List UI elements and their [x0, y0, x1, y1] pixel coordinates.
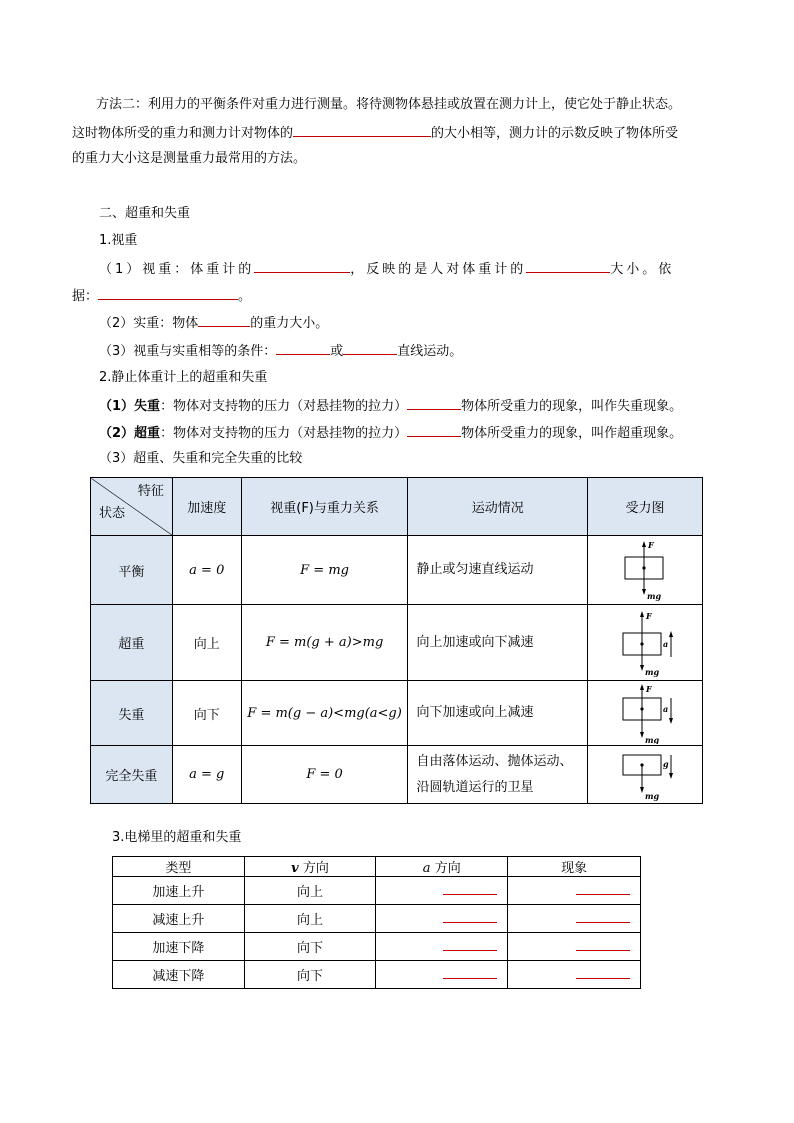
- item-text: 。: [238, 289, 252, 304]
- accel-label: a: [663, 638, 669, 649]
- type-cell: 加速下降: [113, 933, 245, 961]
- item-text: （1）视重：体重计的: [99, 262, 255, 277]
- fill-blank[interactable]: [576, 910, 630, 923]
- corner-cell: [91, 478, 173, 536]
- fill-blank[interactable]: [98, 285, 238, 300]
- item-number: （1）: [99, 399, 135, 414]
- a-cell: [376, 905, 508, 933]
- table-row: [91, 746, 703, 804]
- header-text: 方向: [298, 861, 329, 876]
- v-cell: 向下: [244, 961, 376, 989]
- item-text: 直线运动。: [397, 344, 463, 359]
- fill-blank[interactable]: [276, 340, 330, 355]
- force-diagram-complete: [613, 749, 677, 801]
- intro-text: 的大小相等，测力计的示数反映了物体所受: [431, 126, 679, 141]
- item-text: 或: [330, 344, 344, 359]
- relation-cell: F = m(g + a)>mg: [241, 605, 408, 681]
- accel-label: g: [663, 758, 669, 769]
- term-weightlessness: 失重: [134, 399, 161, 414]
- item-equal-condition: [99, 340, 462, 362]
- force-diagram-balance: [615, 539, 675, 601]
- force-label: F: [648, 540, 654, 550]
- force-label: F: [646, 684, 652, 694]
- intro-line-3: 的重力大小这是测量重力最常用的方法。: [72, 151, 307, 166]
- weight-label: mg: [645, 735, 660, 744]
- section-heading: 二、超重和失重: [99, 206, 191, 221]
- force-diagram-overweight: [613, 609, 677, 677]
- item-apparent-weight-cont: [72, 285, 251, 307]
- table-row: [113, 905, 641, 933]
- weight-label: mg: [647, 591, 662, 601]
- accel-label: a: [663, 704, 669, 714]
- accel-cell: 向下: [172, 681, 241, 746]
- item-text: 物体所受重力的现象，叫作失重现象。: [461, 399, 683, 414]
- type-cell: 减速下降: [113, 961, 245, 989]
- elevator-table: [112, 856, 641, 989]
- a-cell: [376, 961, 508, 989]
- state-cell: 平衡: [91, 536, 173, 605]
- type-cell: 减速上升: [113, 905, 245, 933]
- fill-blank[interactable]: [407, 422, 461, 437]
- item-actual-weight: [99, 312, 328, 334]
- relation-cell: F = 0: [241, 746, 408, 804]
- item-apparent-weight: [99, 258, 674, 280]
- v-cell: 向下: [244, 933, 376, 961]
- force-label: F: [646, 610, 652, 621]
- a-cell: [376, 933, 508, 961]
- v-cell: 向上: [244, 905, 376, 933]
- fill-blank[interactable]: [443, 966, 497, 979]
- motion-cell: 向下加速或向上减速: [408, 681, 588, 746]
- header-acceleration: [376, 857, 508, 877]
- header-relation: 视重(F)与重力关系: [241, 478, 408, 536]
- header-force-diagram: 受力图: [588, 478, 703, 536]
- item-text: 物体所受重力的现象，叫作超重现象。: [461, 426, 683, 441]
- term-overweight: 超重: [134, 426, 161, 441]
- table-row: [113, 877, 641, 905]
- phen-cell: [508, 933, 641, 961]
- item-weight-loss: [99, 395, 682, 417]
- accel-cell: 向上: [172, 605, 241, 681]
- phen-cell: [508, 961, 641, 989]
- table-row: [91, 681, 703, 746]
- subheading-apparent-weight: 1.视重: [99, 233, 138, 248]
- item-text: ：物体对支持物的压力（对悬挂物的拉力）: [160, 426, 408, 441]
- state-cell: 失重: [91, 681, 173, 746]
- weight-label: mg: [645, 790, 660, 801]
- v-cell: 向上: [244, 877, 376, 905]
- header-phenomenon: 现象: [508, 857, 641, 877]
- comparison-table: [90, 477, 703, 804]
- relation-cell: F = m(g − a)<mg(a<g): [241, 681, 408, 746]
- state-cell: 超重: [91, 605, 173, 681]
- table-row: [113, 933, 641, 961]
- fill-blank[interactable]: [293, 122, 431, 137]
- table-header-row: [113, 857, 641, 877]
- item-text: （3）视重与实重相等的条件：: [99, 344, 277, 359]
- v-symbol: v: [291, 861, 299, 876]
- motion-cell: 向上加速或向下减速: [408, 605, 588, 681]
- relation-cell: F = mg: [241, 536, 408, 605]
- table-header-row: [91, 478, 703, 536]
- fill-blank[interactable]: [526, 258, 610, 273]
- item-overweight: [99, 422, 682, 444]
- subheading-scale: 2.静止体重计上的超重和失重: [99, 370, 268, 385]
- corner-feature: 特征: [137, 484, 164, 499]
- fill-blank[interactable]: [443, 910, 497, 923]
- force-diagram-weightloss: [613, 682, 677, 744]
- fill-blank[interactable]: [198, 312, 250, 327]
- intro-line-2: [72, 122, 678, 144]
- motion-line: 沿圆轨道运行的卫星: [416, 779, 534, 795]
- corner-state: 状态: [99, 506, 126, 521]
- phen-cell: [508, 877, 641, 905]
- table-row: [91, 605, 703, 681]
- item-text: 据：: [72, 289, 99, 304]
- header-acceleration: 加速度: [172, 478, 241, 536]
- fill-blank[interactable]: [254, 258, 350, 273]
- force-diagram-cell: [588, 605, 703, 681]
- table-row: [91, 536, 703, 605]
- motion-cell: [408, 746, 588, 804]
- force-diagram-cell: [588, 536, 703, 605]
- subheading-elevator: 3.电梯里的超重和失重: [112, 830, 242, 845]
- weight-label: mg: [645, 666, 660, 677]
- item-text: （2）实重：物体: [99, 316, 199, 331]
- state-cell: 完全失重: [91, 746, 173, 804]
- fill-blank[interactable]: [576, 938, 630, 951]
- table-row: [113, 961, 641, 989]
- item-text: ，反映的是人对体重计的: [350, 262, 527, 277]
- motion-line: 自由落体运动、抛体运动、: [416, 753, 573, 769]
- header-text: 方向: [430, 861, 461, 876]
- fill-blank[interactable]: [443, 882, 497, 895]
- fill-blank[interactable]: [343, 340, 397, 355]
- intro-line-1: 方法二：利用力的平衡条件对重力进行测量。将待测物体悬挂或放置在测力计上，使它处于静止状态。: [96, 97, 682, 112]
- accel-cell: a = 0: [172, 536, 241, 605]
- fill-blank[interactable]: [407, 395, 461, 410]
- item-text: 的重力大小。: [250, 316, 329, 331]
- header-motion: 运动情况: [408, 478, 588, 536]
- phen-cell: [508, 905, 641, 933]
- type-cell: 加速上升: [113, 877, 245, 905]
- motion-cell: 静止或匀速直线运动: [408, 536, 588, 605]
- accel-cell: a = g: [172, 746, 241, 804]
- item-text: 大小。依: [610, 262, 675, 277]
- fill-blank[interactable]: [576, 966, 630, 979]
- item-text: ：物体对支持物的压力（对悬挂物的拉力）: [160, 399, 408, 414]
- force-diagram-cell: [588, 746, 703, 804]
- fill-blank[interactable]: [443, 938, 497, 951]
- header-velocity: [244, 857, 376, 877]
- force-diagram-cell: [588, 681, 703, 746]
- item-number: （2）: [99, 426, 135, 441]
- intro-text: 这时物体所受的重力和测力计对物体的: [72, 126, 294, 141]
- item-comparison: （3）超重、失重和完全失重的比较: [99, 451, 303, 466]
- a-cell: [376, 877, 508, 905]
- a-symbol: a: [422, 861, 431, 876]
- header-type: 类型: [113, 857, 245, 877]
- fill-blank[interactable]: [576, 882, 630, 895]
